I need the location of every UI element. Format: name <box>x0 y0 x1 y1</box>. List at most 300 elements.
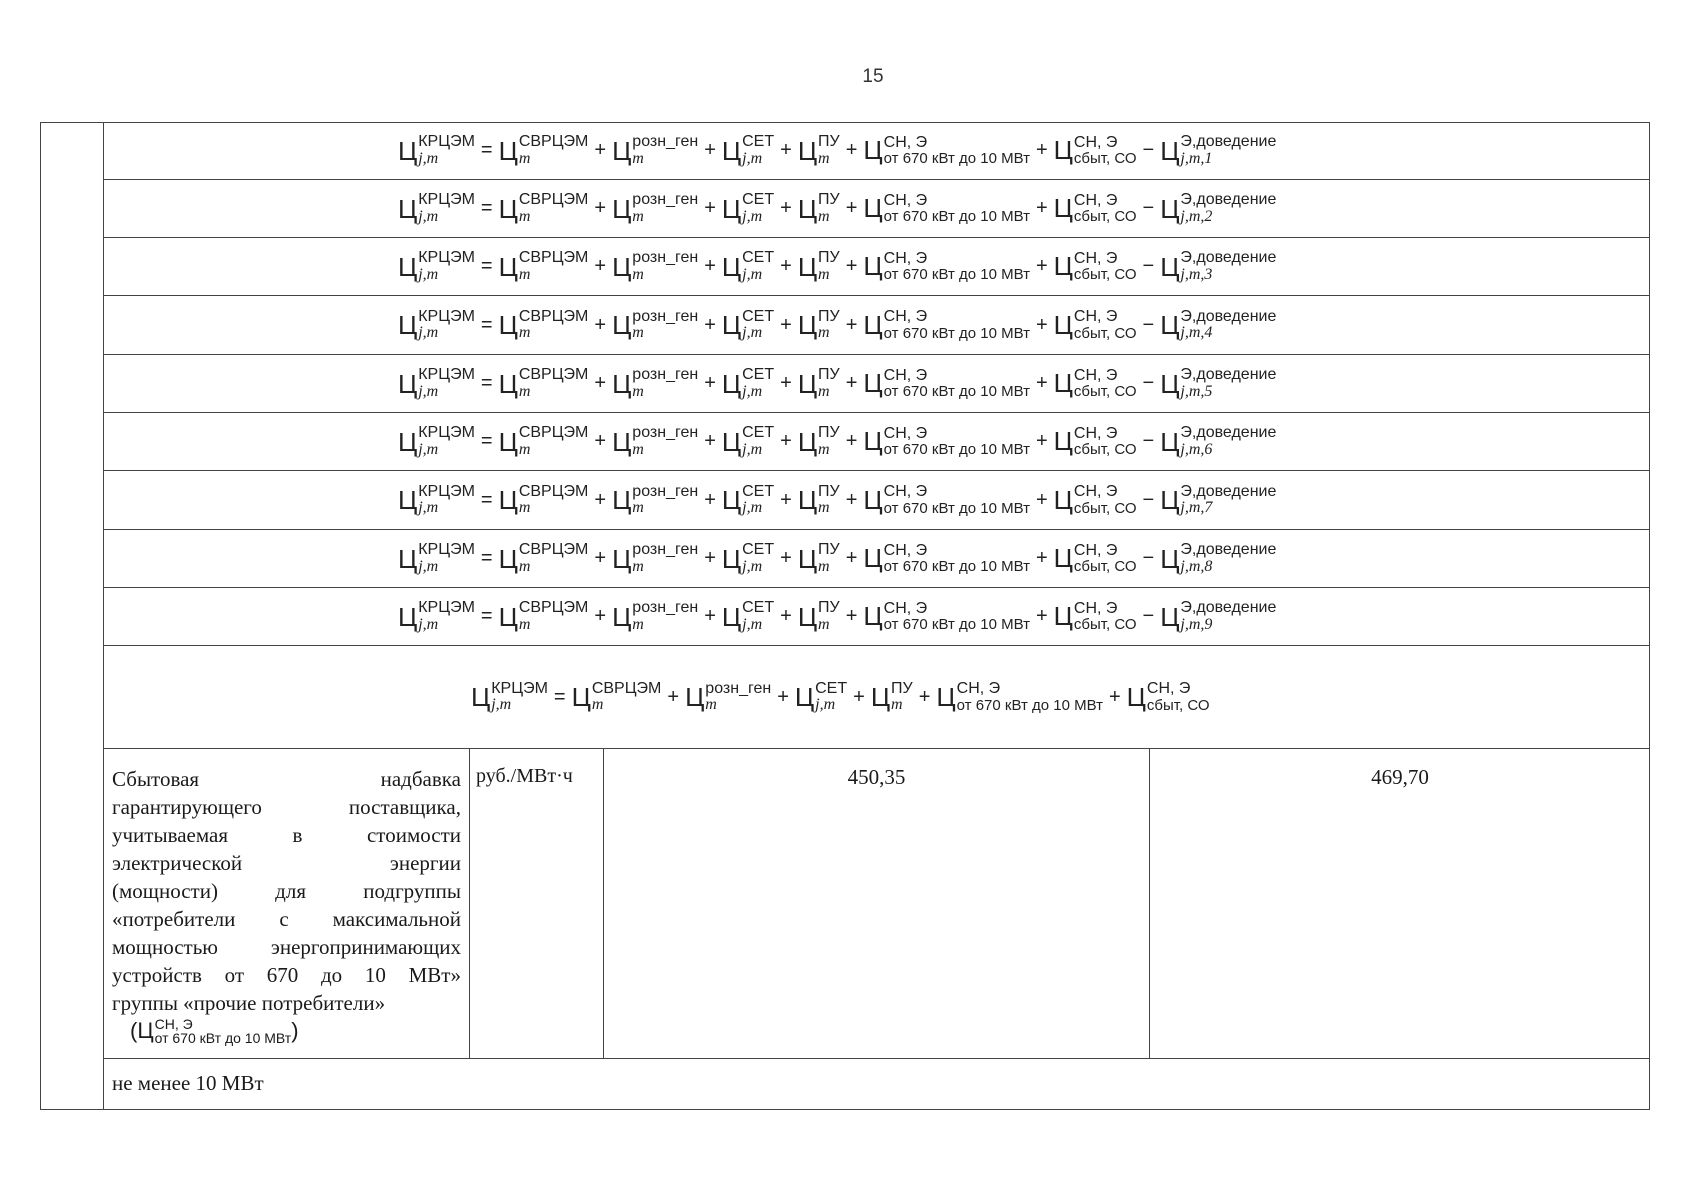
term-subscript: m <box>632 149 644 167</box>
term-superscript: ПУ <box>818 249 840 267</box>
term-indices <box>742 134 774 167</box>
term-subscript: сбыт, СО <box>1073 150 1137 167</box>
term-subscript: m <box>818 324 830 341</box>
operator: − <box>1142 605 1155 627</box>
operator: + <box>845 139 858 161</box>
operator: + <box>780 547 792 569</box>
formula <box>398 296 1276 354</box>
operator: = <box>480 255 493 277</box>
formula-row <box>104 180 1650 238</box>
term-subscript: j,m <box>742 207 763 225</box>
operator: + <box>1035 255 1048 277</box>
term-subscript: m <box>818 499 830 516</box>
formula <box>471 646 1210 748</box>
term-pu <box>798 484 840 517</box>
term-subscript: m <box>632 499 644 516</box>
term-rozn-gen <box>612 367 698 400</box>
term-pu <box>798 367 840 400</box>
tsena-symbol: Ц <box>398 426 418 457</box>
term-superscript: розн_ген <box>632 424 699 442</box>
term-subscript: m <box>632 440 644 458</box>
term-superscript: ПУ <box>818 366 840 384</box>
term-superscript: Э,доведение <box>1180 424 1277 442</box>
term-sn-sbyt <box>1054 543 1137 575</box>
term-subscript: m <box>632 324 644 341</box>
tsena-symbol: Ц <box>721 426 742 457</box>
term-indices <box>884 193 1030 225</box>
term-subscript: сбыт, СО <box>1146 696 1210 714</box>
term-subscript: j,m <box>418 382 439 400</box>
tsena-symbol: Ц <box>1053 368 1073 399</box>
term-indices <box>418 309 475 342</box>
term-superscript: СН, Э <box>1073 191 1118 209</box>
term-pu <box>798 600 840 633</box>
term-superscript: КРЦЭМ <box>418 424 475 442</box>
term-superscript: КРЦЭМ <box>418 482 475 500</box>
term-superscript: СЕТ <box>742 249 775 267</box>
term-svrcem <box>499 542 589 575</box>
operator: + <box>704 139 716 161</box>
term-rozn-gen <box>685 681 771 714</box>
markup-data-row <box>104 749 1650 1059</box>
operator: + <box>1035 605 1048 627</box>
term-subscript: сбыт, СО <box>1073 441 1137 458</box>
tsena-symbol: Ц <box>1160 193 1180 224</box>
term-subscript: m <box>518 265 531 283</box>
term-dovedenie <box>1160 250 1276 283</box>
operator: + <box>845 255 858 277</box>
tsena-symbol: Ц <box>797 368 818 399</box>
term-subscript: m <box>518 557 531 575</box>
term-superscript: розн_ген <box>705 679 772 697</box>
operator: − <box>1142 488 1155 511</box>
tsena-symbol: Ц <box>612 251 632 282</box>
formula <box>398 588 1276 645</box>
tsena-symbol: Ц <box>612 601 632 632</box>
term-dovedenie <box>1160 192 1276 225</box>
description-cell <box>104 749 470 1058</box>
term-indices <box>519 192 589 225</box>
term-superscript: СВРЦЭМ <box>591 679 662 697</box>
term-pu <box>798 134 840 167</box>
term-sn-sbyt <box>1054 426 1137 458</box>
term-indices <box>742 250 774 283</box>
term-sn-ot-670 <box>863 135 1030 167</box>
term-indices <box>519 134 589 167</box>
term-set <box>795 681 847 714</box>
term-indices <box>1074 543 1137 575</box>
term-superscript: СН, Э <box>883 483 928 501</box>
term-indices <box>491 681 548 714</box>
term-subscript: сбыт, СО <box>1073 208 1137 225</box>
term-rozn-gen <box>612 192 698 225</box>
term-indices <box>818 600 840 633</box>
tsena-symbol: Ц <box>863 543 883 574</box>
operator: = <box>480 488 493 511</box>
tsena-symbol: Ц <box>1053 135 1073 166</box>
term-superscript: розн_ген <box>632 366 699 384</box>
term-indices <box>1147 681 1210 713</box>
term-indices <box>519 367 589 400</box>
operator: − <box>1142 430 1155 452</box>
tsena-symbol: Ц <box>398 193 418 224</box>
operator: + <box>594 430 607 452</box>
term-indices <box>519 542 589 575</box>
tsena-symbol: Ц <box>498 485 518 515</box>
term-subscript: m <box>518 207 531 225</box>
term-sn-ot-670 <box>863 601 1030 633</box>
term-indices <box>884 601 1030 633</box>
tsena-symbol: Ц <box>1126 681 1146 712</box>
term-indices <box>742 542 774 575</box>
operator: + <box>1035 313 1048 336</box>
term-superscript: СН, Э <box>1073 424 1118 442</box>
term-indices <box>884 543 1030 575</box>
term-subscript: сбыт, СО <box>1073 266 1137 283</box>
operator: + <box>594 488 607 511</box>
tsena-symbol: Ц <box>398 251 418 282</box>
term-sn-sbyt <box>1054 368 1137 400</box>
tsena-symbol: Ц <box>794 682 815 712</box>
value-cell-2: 469,70 <box>1371 765 1429 789</box>
tsena-symbol: Ц <box>863 251 883 282</box>
term-subscript: j,m <box>418 149 439 167</box>
term-superscript: КРЦЭМ <box>418 599 475 617</box>
term-indices <box>632 367 698 400</box>
term-svrcem <box>499 192 589 225</box>
term-indices <box>742 425 774 458</box>
term-indices <box>632 134 698 167</box>
term-pu <box>798 192 840 225</box>
tsena-symbol: Ц <box>721 368 742 399</box>
term-indices <box>884 368 1030 400</box>
operator: = <box>480 313 493 336</box>
tsena-symbol: Ц <box>1160 426 1180 457</box>
term-pu <box>798 250 840 283</box>
description-line: учитываемая в стоимости <box>112 823 461 847</box>
term-sn-sbyt <box>1054 309 1137 341</box>
term-superscript: СВРЦЭМ <box>518 599 589 617</box>
term-superscript: СВРЦЭМ <box>518 249 589 267</box>
term-krcem <box>398 600 475 633</box>
term-superscript: СН, Э <box>1146 680 1191 698</box>
term-superscript: КРЦЭМ <box>418 133 475 151</box>
tsena-symbol: Ц <box>721 485 742 515</box>
operator: + <box>594 605 607 627</box>
table-left-column <box>40 122 104 1110</box>
term-indices <box>818 192 840 225</box>
tsena-symbol: Ц <box>863 368 883 399</box>
term-superscript: КРЦЭМ <box>418 191 475 209</box>
term-superscript: Э,доведение <box>1180 482 1277 500</box>
term-set <box>722 250 774 283</box>
term-indices <box>1180 425 1276 458</box>
operator: + <box>667 685 680 708</box>
term-superscript: СЕТ <box>815 679 848 697</box>
term-subscript: сбыт, СО <box>1073 558 1137 575</box>
tsena-symbol: Ц <box>398 543 418 574</box>
term-sn-sbyt <box>1054 484 1137 516</box>
term-pu <box>798 542 840 575</box>
description-line: гарантирующего поставщика, <box>112 795 461 819</box>
term-dovedenie <box>1160 309 1276 342</box>
term-pu <box>871 681 913 714</box>
tsena-symbol: Ц <box>797 426 818 457</box>
term-indices <box>418 484 475 517</box>
operator: + <box>853 685 865 708</box>
tsena-symbol: Ц <box>1053 309 1073 340</box>
operator: + <box>780 197 792 219</box>
formula <box>398 238 1276 295</box>
tsena-symbol: Ц <box>498 601 518 632</box>
term-indices <box>632 425 698 458</box>
formula-row <box>104 471 1650 530</box>
formula-superscript: СН, Э <box>154 1016 193 1032</box>
term-subscript: m <box>632 265 644 283</box>
term-superscript: Э,доведение <box>1180 307 1277 325</box>
term-subscript: m <box>818 149 830 167</box>
term-subscript: j,m <box>418 499 439 516</box>
term-subscript: m <box>518 382 531 400</box>
description-line: мощностью энергопринимающих <box>112 935 461 959</box>
operator: + <box>594 547 607 569</box>
term-subscript: m <box>518 615 531 633</box>
term-superscript: СЕТ <box>742 307 775 325</box>
tsena-symbol: Ц <box>1053 601 1073 632</box>
term-sn-ot-670 <box>863 426 1030 458</box>
operator: + <box>780 255 792 277</box>
operator: − <box>1142 197 1155 219</box>
tsena-symbol: Ц <box>1160 251 1180 282</box>
value-cell-1: 450,35 <box>604 749 1150 1058</box>
term-indices <box>742 192 774 225</box>
operator: = <box>480 430 493 452</box>
tsena-symbol: Ц <box>721 193 742 224</box>
term-subscript: от 670 кВт до 10 МВт <box>956 696 1103 714</box>
term-sn-ot-670 <box>936 681 1103 713</box>
operator: = <box>480 139 493 161</box>
tsena-symbol: Ц <box>1160 310 1180 340</box>
term-sn-ot-670 <box>863 484 1030 516</box>
term-superscript: КРЦЭМ <box>491 679 548 697</box>
term-indices <box>632 192 698 225</box>
operator: − <box>1142 372 1155 394</box>
formula-row <box>104 588 1650 646</box>
term-indices <box>818 134 840 167</box>
term-indices <box>818 484 840 517</box>
term-indices <box>818 250 840 283</box>
term-superscript: розн_ген <box>632 133 699 151</box>
term-dovedenie <box>1160 484 1276 517</box>
term-subscript: j,m,5 <box>1180 382 1213 400</box>
final-row <box>104 1059 1650 1110</box>
term-subscript: m <box>632 382 644 400</box>
operator: − <box>1142 547 1155 569</box>
operator: + <box>704 430 716 452</box>
term-rozn-gen <box>612 309 698 342</box>
unit-cell: руб./МВт·ч <box>470 749 604 1058</box>
term-subscript: m <box>818 557 830 575</box>
operator: + <box>1035 430 1048 452</box>
term-superscript: СЕТ <box>742 366 775 384</box>
term-subscript: m <box>818 207 830 225</box>
term-subscript: j,m <box>418 615 439 633</box>
operator: + <box>1035 139 1048 161</box>
term-indices <box>1180 600 1276 633</box>
term-pu <box>798 425 840 458</box>
term-indices <box>418 367 475 400</box>
term-sn-sbyt <box>1054 251 1137 283</box>
term-set <box>722 484 774 517</box>
term-subscript: m <box>632 207 644 225</box>
term-subscript: j,m,4 <box>1180 324 1213 341</box>
term-superscript: Э,доведение <box>1180 541 1277 559</box>
tsena-symbol: Ц <box>1053 484 1073 515</box>
term-subscript: m <box>818 265 830 283</box>
operator: + <box>704 547 716 569</box>
term-indices <box>884 251 1030 283</box>
tsena-symbol: Ц <box>797 601 818 632</box>
term-indices <box>884 309 1030 341</box>
description-line: «потребители с максимальной <box>112 907 461 931</box>
tsena-symbol: Ц <box>137 1018 154 1044</box>
tsena-symbol: Ц <box>863 193 883 224</box>
tsena-symbol: Ц <box>863 484 883 515</box>
formula <box>398 530 1276 587</box>
term-superscript: Э,доведение <box>1180 599 1277 617</box>
term-indices <box>632 309 698 342</box>
term-indices <box>1074 251 1137 283</box>
term-krcem <box>398 367 475 400</box>
term-rozn-gen <box>612 600 698 633</box>
operator: = <box>480 547 493 569</box>
tsena-symbol: Ц <box>863 135 883 166</box>
tsena-symbol: Ц <box>498 310 518 340</box>
term-superscript: СН, Э <box>883 366 928 384</box>
term-superscript: СН, Э <box>1073 483 1118 501</box>
term-superscript: СН, Э <box>1073 541 1118 559</box>
term-subscript: сбыт, СО <box>1073 616 1137 633</box>
term-svrcem <box>572 681 662 714</box>
term-sn-sbyt <box>1054 135 1137 167</box>
term-subscript: j,m <box>742 324 763 341</box>
term-superscript: СЕТ <box>742 424 775 442</box>
term-rozn-gen <box>612 250 698 283</box>
formula <box>398 122 1276 179</box>
operator: + <box>780 372 792 394</box>
term-indices <box>418 542 475 575</box>
tsena-symbol: Ц <box>498 135 518 166</box>
term-subscript: j,m <box>742 499 763 516</box>
formula <box>398 413 1276 470</box>
term-subscript: от 670 кВт до 10 МВт <box>883 266 1030 283</box>
tsena-symbol: Ц <box>1053 543 1073 574</box>
term-superscript: СН, Э <box>1073 133 1118 151</box>
description-line: группы «прочие потребители» <box>112 991 386 1015</box>
term-subscript: m <box>818 382 830 400</box>
term-subscript: от 670 кВт до 10 МВт <box>883 616 1030 633</box>
term-indices <box>1074 426 1137 458</box>
operator: + <box>780 488 792 511</box>
term-subscript: сбыт, СО <box>1073 383 1137 400</box>
term-indices <box>1074 193 1137 225</box>
term-subscript: j,m <box>742 265 763 283</box>
term-superscript: СЕТ <box>742 133 775 151</box>
term-superscript: СЕТ <box>742 599 775 617</box>
operator: + <box>594 372 607 394</box>
term-dovedenie <box>1160 600 1276 633</box>
tsena-symbol: Ц <box>685 682 705 712</box>
final-row-text: не менее 10 МВт <box>112 1071 264 1095</box>
tsena-symbol: Ц <box>870 682 891 712</box>
term-dovedenie <box>1160 367 1276 400</box>
term-krcem <box>398 425 475 458</box>
term-indices <box>519 484 589 517</box>
term-indices <box>891 681 913 714</box>
term-indices <box>1074 484 1137 516</box>
tsena-symbol: Ц <box>797 485 818 515</box>
term-indices <box>742 309 774 342</box>
term-subscript: j,m <box>742 149 763 167</box>
tsena-symbol: Ц <box>398 368 418 399</box>
term-superscript: КРЦЭМ <box>418 541 475 559</box>
operator: + <box>594 139 607 161</box>
term-superscript: розн_ген <box>632 482 699 500</box>
term-sn-sbyt <box>1054 193 1137 225</box>
operator: + <box>704 313 716 336</box>
term-superscript: ПУ <box>818 482 840 500</box>
operator: = <box>480 605 493 627</box>
operator: + <box>845 430 858 452</box>
operator: − <box>1142 255 1155 277</box>
term-subscript: j,m <box>418 207 439 225</box>
term-subscript: m <box>705 696 717 713</box>
term-subscript: j,m <box>418 265 439 283</box>
operator: + <box>1035 547 1048 569</box>
term-krcem <box>398 192 475 225</box>
term-svrcem <box>499 309 589 342</box>
term-superscript: КРЦЭМ <box>418 366 475 384</box>
term-superscript: СВРЦЭМ <box>518 191 589 209</box>
formula <box>398 471 1276 529</box>
tsena-symbol: Ц <box>721 543 742 574</box>
tsena-symbol: Ц <box>797 135 818 166</box>
formula-row <box>104 355 1650 413</box>
term-superscript: СВРЦЭМ <box>518 424 589 442</box>
term-subscript: от 670 кВт до 10 МВт <box>883 558 1030 575</box>
term-indices <box>1180 367 1276 400</box>
term-subscript: j,m <box>742 382 763 400</box>
term-superscript: СН, Э <box>1073 249 1118 267</box>
term-svrcem <box>499 250 589 283</box>
term-superscript: СН, Э <box>883 249 928 267</box>
formula-row <box>104 530 1650 588</box>
term-subscript: j,m,6 <box>1180 440 1213 458</box>
term-subscript: j,m <box>742 615 763 633</box>
formula-row <box>104 296 1650 355</box>
tsena-symbol: Ц <box>863 601 883 632</box>
tsena-symbol: Ц <box>398 310 418 340</box>
tsena-symbol: Ц <box>1160 601 1180 632</box>
tsena-symbol: Ц <box>1160 368 1180 399</box>
formula <box>398 355 1276 412</box>
term-rozn-gen <box>612 425 698 458</box>
term-superscript: розн_ген <box>632 191 699 209</box>
description-text <box>112 765 461 1017</box>
term-indices <box>1180 484 1276 517</box>
operator: + <box>777 685 789 708</box>
term-subscript: j,m,2 <box>1180 207 1213 225</box>
